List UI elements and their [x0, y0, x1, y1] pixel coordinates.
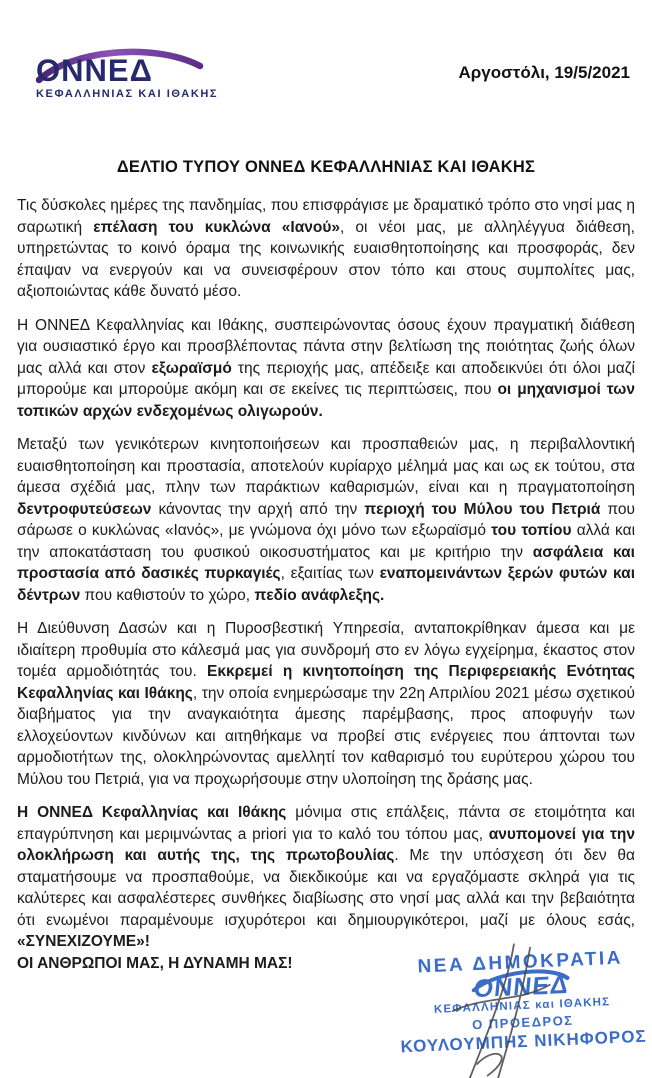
text-run: εναπομεινάντων ξερών φυτών και δέντρων	[17, 565, 635, 604]
text-run: Η ΟΝΝΕΔ Κεφαλληνίας και Ιθάκης	[17, 804, 287, 821]
stamp-region-text: ΚΕΦΑΛΛΗΝΙΑΣ και ΙΘΑΚΗΣ	[433, 996, 611, 1016]
stamp-party-name: ΝΕΑ ΔΗΜΟΚΡΑΤΙΑ	[417, 947, 624, 978]
logo-subtitle: ΚΕΦΑΛΛΗΝΙΑΣ ΚΑΙ ΙΘΑΚΗΣ	[36, 88, 219, 100]
text-run: , την οποία ενημερώσαμε την 22η Απριλίου 2021 μέσω σχετικού διαβήματος για την αναγκαιότητα άμεσης παρέμβασης, προς αποφυγήν των ελλοχεύοντων κινδύνων και αιτηθήκαμε να προβεί στις ενέργειες που άπτονται των αρμοδιοτήτων της, ολοκληρώνοντας αμελλητί τον καθαρισμό του ευρύτερου χώρου του Μύλου του Πετριά, για να προχωρήσουμε στην υλοποίηση της δράσης μας.	[17, 684, 635, 788]
press-release-paragraph	[17, 802, 635, 974]
text-run: μόνιμα στις επάλξεις, πάντα σε ετοιμότητα και επαγρύπνηση και μεριμνώντας a priori για το καλό του τόπου μας,	[17, 804, 635, 843]
text-run: Μεταξύ των γενικότερων κινητοποιήσεων και προσπαθειών μας, η περιβαλλοντική ευαισθητοποίηση και προστασία, αποτελούν κυρίαρχο μέλημά μας και ως εκ τούτου, στα άμεσα σχέδιά μας, πλην των παράκτιων καθαρισμών, είναι και η πραγματοποίηση	[17, 436, 635, 496]
press-release-paragraph	[17, 434, 635, 606]
text-run: Η Διεύθυνση Δασών και η Πυροσβεστική Υπηρεσία, ανταποκρίθηκαν άμεσα και με ιδιαίτερη προθυμία στο κάλεσμά μας για συνδρομή στο εν λόγω εγχείρημα, έκαστος στον τομέα αρμοδιότητάς του.	[17, 620, 635, 680]
text-run: Εκκρεμεί η κινητοποίηση της Περιφερειακής Ενότητας Κεφαλληνίας και Ιθάκης	[17, 663, 635, 702]
stamp-org-text: ΟΝΝΕΔ	[472, 970, 571, 1004]
logo-text: ΟΝΝΕΔ	[36, 52, 153, 89]
stamp-president-name: ΚΟΥΛΟΥΜΠΗΣ ΝΙΚΗΦΟΡΟΣ	[400, 1026, 648, 1057]
text-run: ανυπομονεί για την ολοκλήρωση και αυτής της, της πρωτοβουλίας	[17, 825, 635, 864]
text-run: κάνοντας την αρχή από την	[151, 500, 365, 518]
text-run: Τις δύσκολες ημέρες της πανδημίας, που επισφράγισε με δραματικό τρόπο στο νησί μας η σαρωτική	[17, 197, 635, 236]
text-run: εξωραϊσμό	[151, 359, 232, 377]
text-run: . Με την υπόσχεση ότι δεν θα σταματήσουμε να προσπαθούμε, να διεκδικούμε και να εργαζόμαστε σκληρά για τις καλύτερες και ασφαλέστερες συνθήκες διαβίωσης στο νησί μας αλλά και την βεβαιότητα ότι ενωμένοι παραμένουμε ισχυρότεροι και δημιουργικότεροι, μαζί με όλους εσάς,	[17, 847, 635, 929]
document-title: ΔΕΛΤΙΟ ΤΥΠΟΥ ΟΝΝΕΔ ΚΕΦΑΛΛΗΝΙΑΣ ΚΑΙ ΙΘΑΚΗΣ	[116, 158, 536, 176]
text-run: που καθιστούν το χώρο,	[80, 586, 255, 604]
text-run: πεδίο ανάφλεξης.	[254, 586, 385, 604]
stamp-role-text: Ο ΠΡΟΕΔΡΟΣ	[471, 1012, 574, 1033]
header	[0, 0, 652, 100]
press-release-paragraph	[17, 195, 635, 303]
text-run: ΟΙ ΑΝΘΡΩΠΟΙ ΜΑΣ, Η ΔΥΝΑΜΗ ΜΑΣ!	[17, 954, 293, 972]
text-run: δεντροφυτεύσεων	[17, 500, 152, 518]
text-run: οι μηχανισμοί των τοπικών αρχών ενδεχομένως ολιγωρούν.	[17, 381, 635, 420]
document-body	[0, 177, 652, 974]
dateline: Αργοστόλι, 19/5/2021	[458, 63, 630, 82]
press-release-paragraph	[17, 315, 635, 423]
text-run: που σάρωσε ο κυκλώνας «Ιανός», με γνώμονα όχι μόνο των εξωραϊσμό	[17, 500, 635, 539]
text-run: Η ΟΝΝΕΔ Κεφαλληνίας και Ιθάκης, συσπειρώνοντας όσους έχουν πραγματική διάθεση για ουσιαστικό έργο και προσβλέποντας πάντα στην βελτίωση της ποιότητας ζωής όλων μας αλλά και στον	[17, 316, 635, 377]
text-run: «ΣΥΝΕΧΙΖΟΥΜΕ»!	[17, 933, 150, 950]
signature-stamp	[392, 946, 652, 1078]
text-run: αλλά και την αποκατάσταση του φυσικού οικοσυστήματος και με κριτήριο την	[17, 522, 636, 561]
text-run: επέλαση του κυκλώνα «Ιανού»	[93, 218, 340, 236]
onned-logo	[36, 52, 219, 100]
text-run: της περιοχής μας, απέδειξε και αποδεικνύει ότι όλοι μαζί μπορούμε και μπορούμε ακόμη και σε εκείνες τις περιπτώσεις, που	[17, 359, 635, 398]
text-run: , εξαιτίας των	[280, 565, 380, 582]
text-run: περιοχή του Μύλου του Πετριά	[364, 500, 601, 518]
press-release-paragraph	[17, 618, 635, 790]
stamp-onned-logo	[472, 970, 571, 1004]
text-run: , οι νέοι μας, με αλληλέγγυα διάθεση, υπηρετώντας το κοινό όραμα της κοινωνικής ευαισθητοποίησης και προσφοράς, δεν έπαψαν να ενεργούν και να συνεισφέρουν στον τόπο και στους συμπολίτες μας, αξιοποιώντας κάθε δυνατό μέσο.	[17, 218, 635, 300]
text-run: του τοπίου	[491, 522, 572, 539]
text-run: ασφάλεια και προστασία από δασικές πυρκαγιές	[17, 543, 635, 582]
